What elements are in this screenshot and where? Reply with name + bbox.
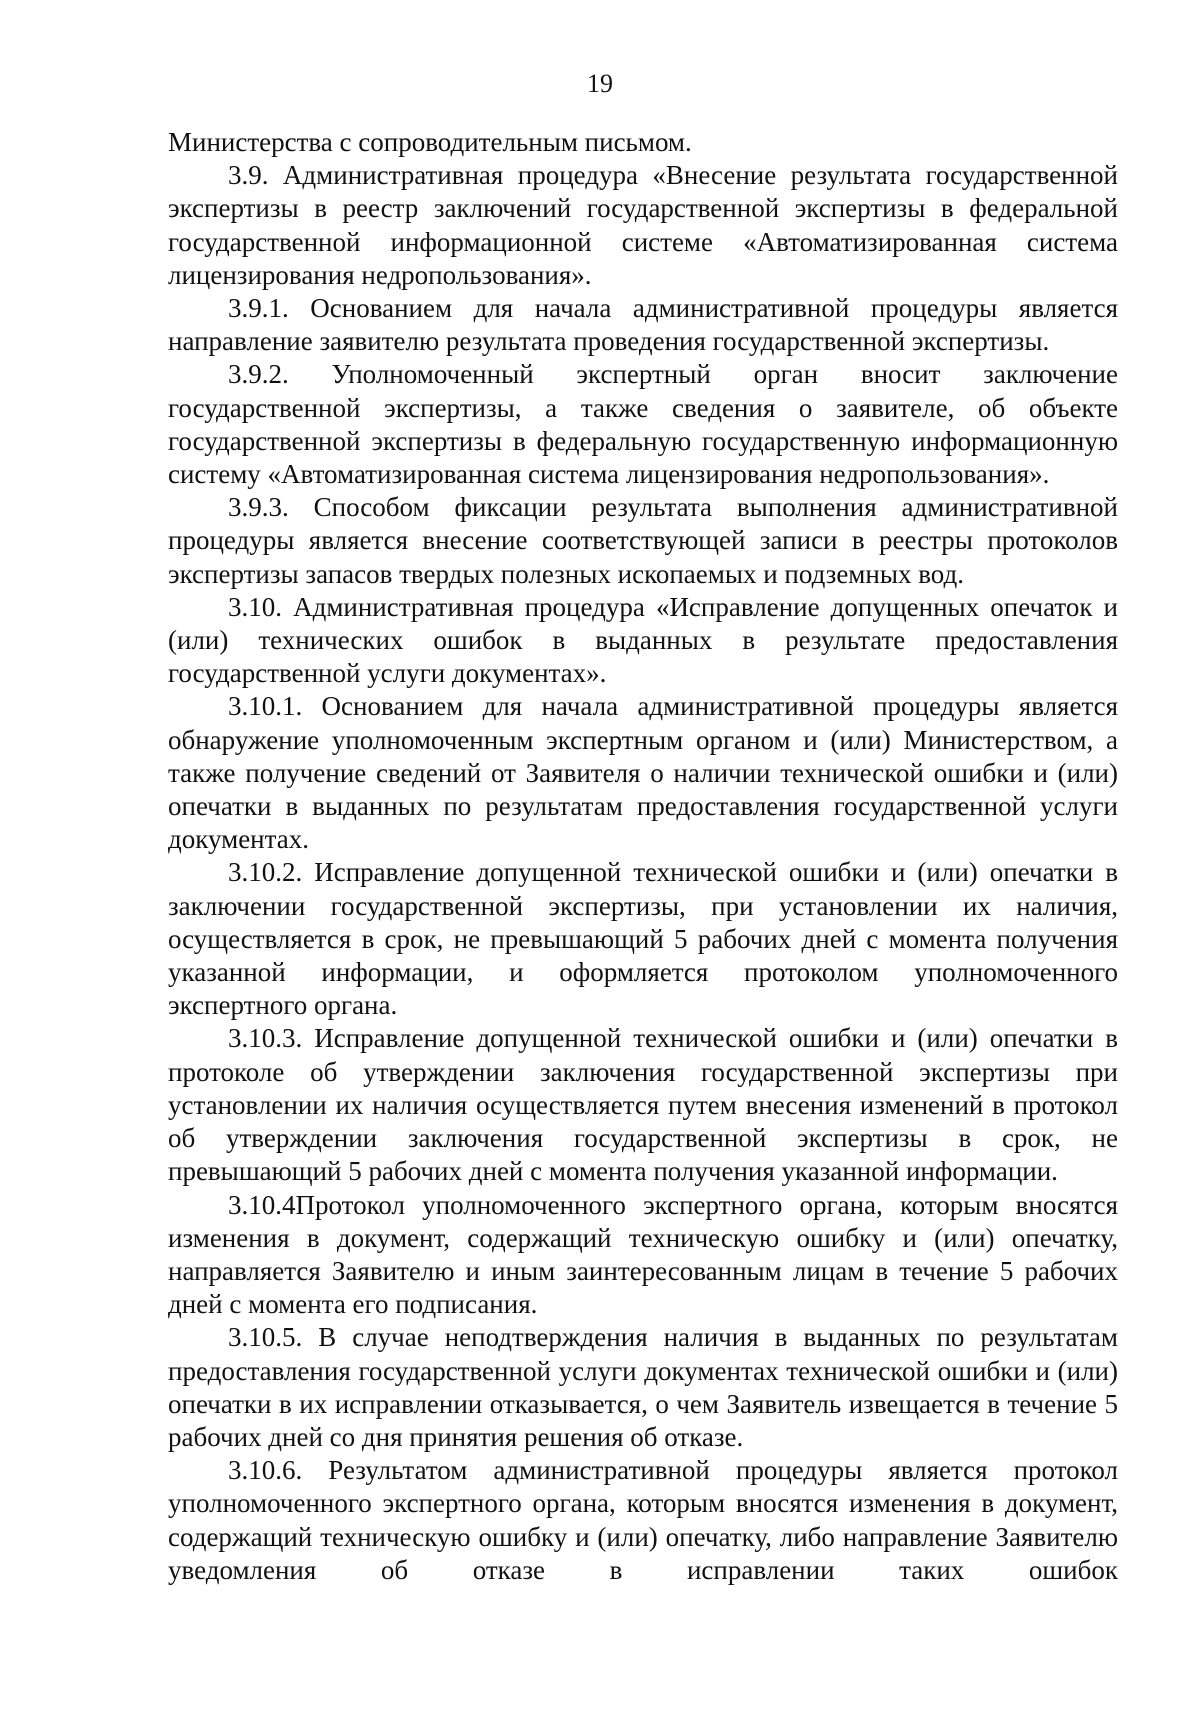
paragraph-3-10: 3.10. Административная процедура «Исправление допущенных опечаток и (или) технических ошибок в выданных в результате предоставления государственной услуги документах». — [168, 591, 1118, 689]
paragraph-3-10-5: 3.10.5. В случае неподтверждения наличия в выданных по результатам предоставления государственной услуги документах технической ошибки и (или) опечатки в их исправлении отказывается, о чем Заявитель извещается в течение 5 рабочих дней со дня принятия решения об отказе. — [168, 1322, 1118, 1452]
document-body — [168, 126, 1118, 1587]
paragraph-3-9-2: 3.9.2. Уполномоченный экспертный орган вносит заключение государственной экспертизы, а также сведения о заявителе, об объекте государственной экспертизы в федеральную государственную информационную систему «Автоматизированная система лицензирования недропользования». — [168, 359, 1118, 490]
paragraph-3-10-6: 3.10.6. Результатом административной процедуры является протокол уполномоченного экспертного органа, которым вносятся изменения в документ, содержащий техническую ошибку и (или) опечатку, либо направление Заявителю уведомления об отказе в исправлении таких ошибок — [168, 1455, 1118, 1585]
paragraph-3-10-2: 3.10.2. Исправление допущенной технической ошибки и (или) опечатки в заключении государственной экспертизы, при установлении их наличия, осуществляется в срок, не превышающий 5 рабочих дней с момента получения указанной информации, и оформляется протоколом уполномоченного экспертного органа. — [168, 857, 1118, 1021]
paragraph-continuation: Министерства с сопроводительным письмом. — [168, 127, 692, 157]
paragraph-3-10-3: 3.10.3. Исправление допущенной технической ошибки и (или) опечатки в протоколе об утверждении заключения государственной экспертизы при установлении их наличия осуществляется путем внесения изменений в протокол об утверждении заключения государственной экспертизы в срок, не превышающий 5 рабочих дней с момента получения указанной информации. — [168, 1023, 1118, 1187]
paragraph-3-10-1: 3.10.1. Основанием для начала административной процедуры является обнаружение уполномоченным экспертным органом и (или) Министерством, а также получение сведений от Заявителя о наличии технической ошибки и (или) опечатки в выданных по результатам предоставления государственной услуги документах. — [168, 691, 1118, 855]
paragraph-3-9: 3.9. Административная процедура «Внесение результата государственной экспертизы в реестр заключений государственной экспертизы в федеральной государственной информационной системе «Автоматизированная система лицензирования недропользования». — [168, 160, 1118, 290]
paragraph-3-9-3: 3.9.3. Способом фиксации результата выполнения административной процедуры является внесение соответствующей записи в реестры протоколов экспертизы запасов твердых полезных ископаемых и подземных вод. — [168, 492, 1118, 589]
paragraph-3-10-4: 3.10.4Протокол уполномоченного экспертного органа, которым вносятся изменения в документ, содержащий техническую ошибку и (или) опечатку, направляется Заявителю и иным заинтересованным лицам в течение 5 рабочих дней с момента его подписания. — [168, 1189, 1118, 1320]
page-number: 19 — [587, 69, 613, 98]
paragraph-3-9-1: 3.9.1. Основанием для начала административной процедуры является направление заявителю результата проведения государственной экспертизы. — [168, 293, 1118, 357]
